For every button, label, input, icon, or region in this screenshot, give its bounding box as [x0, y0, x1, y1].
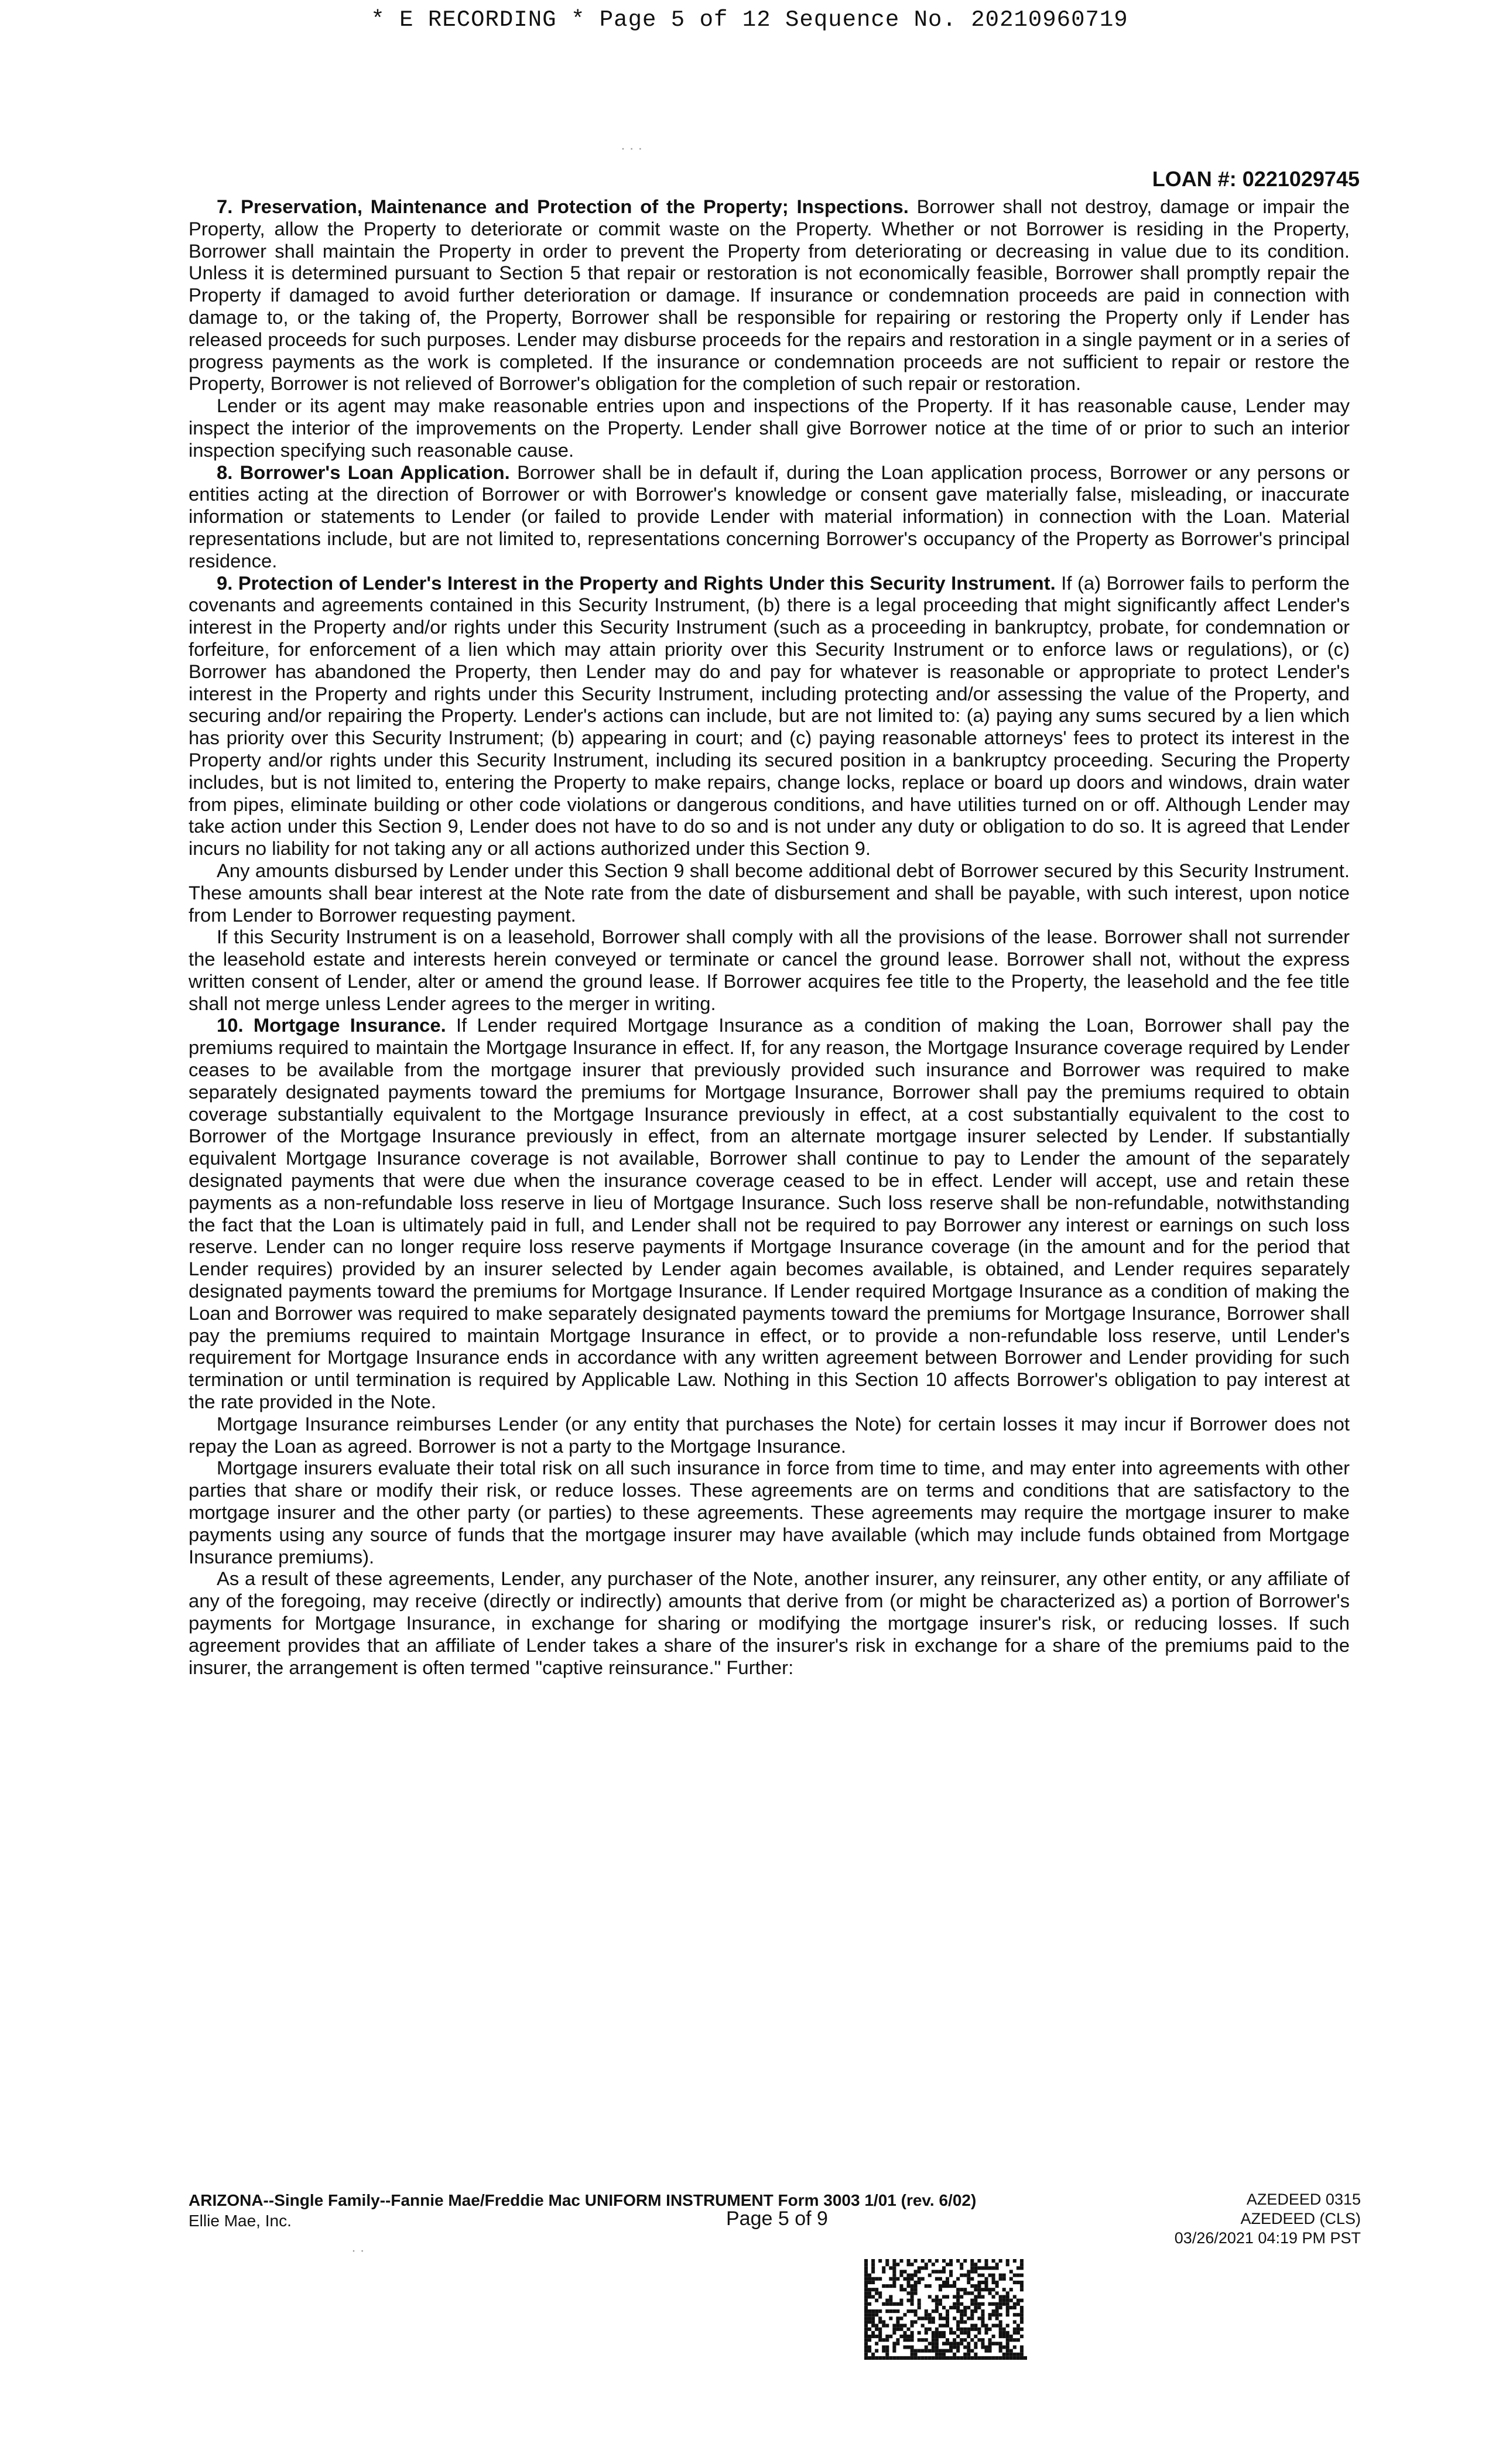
footer-code-1: AZEDEED 0315	[1246, 2191, 1361, 2208]
section-7-paragraph-2: Lender or its agent may make reasonable entries upon and inspections of the Property. If it has reasonable cause, Lender may inspect the interior of the improvements on the Property. Lender shall give Borrower notice at the time of or prior to such an interior inspection specifying such reasonable cause.	[189, 395, 1350, 461]
scan-speck: · ·	[351, 2243, 365, 2258]
footer-company: Ellie Mae, Inc.	[189, 2212, 292, 2230]
section-10-paragraph-3: Mortgage insurers evaluate their total risk on all such insurance in force from time to time, and may enter into agreements with other parties that share or modify their risk, or reduce losses. These agreements are on terms and conditions that are satisfactory to the mortgage insurer and the other party (or parties) to these agreements. These agreements may require the mortgage insurer to make payments using any source of funds that the mortgage insurer may have available (which may include funds obtained from Mortgage Insurance premiums).	[189, 1457, 1350, 1568]
section-9-heading: 9. Protection of Lender's Interest in the Property and Rights Under this Security Instrument.	[217, 571, 1056, 594]
footer-code-2: AZEDEED (CLS)	[1240, 2210, 1361, 2227]
section-7-heading: 7. Preservation, Maintenance and Protection of the Property; Inspections.	[217, 196, 909, 217]
section-9	[189, 572, 1350, 860]
section-8-text: Borrower shall be in default if, during the Loan application process, Borrower or any persons or entities acting at the direction of Borrower or with Borrower's knowledge or consent gave materially false, misleading, or inaccurate information or statements to Lender (or failed to provide Lender with material information) in connection with the Loan. Material representations include, but are not limited to, representations concerning Borrower's occupancy of the Property as Borrower's principal residence.	[189, 461, 1350, 571]
section-10-heading: 10. Mortgage Insurance.	[217, 1014, 446, 1036]
footer-form-line: ARIZONA--Single Family--Fannie Mae/Freddie Mac UNIFORM INSTRUMENT Form 3003 1/01 (rev. 6/02)	[189, 2191, 977, 2209]
section-10-text: If Lender required Mortgage Insurance as a condition of making the Loan, Borrower shall pay the premiums required to maintain the Mortgage Insurance in effect. If, for any reason, the Mortgage Insurance coverage required by Lender ceases to be available from the mortgage insurer that previously provided such insurance and Borrower was required to make separately designated payments toward the premiums for Mortgage Insurance, Borrower shall pay the premiums required to obtain coverage substantially equivalent to the Mortgage Insurance previously in effect, at a cost substantially equivalent to the cost to Borrower of the Mortgage Insurance previously in effect, from an alternate mortgage insurer selected by Lender. If substantially equivalent Mortgage Insurance coverage is not available, Borrower shall continue to pay to Lender the amount of the separately designated payments that were due when the insurance coverage ceased to be in effect. Lender will accept, use and retain these payments as a non-refundable loss reserve in lieu of Mortgage Insurance. Such loss reserve shall be non-refundable, notwithstanding the fact that the Loan is ultimately paid in full, and Lender shall not be required to pay Borrower any interest or earnings on such loss reserve. Lender can no longer require loss reserve payments if Mortgage Insurance coverage (in the amount and for the period that Lender requires) provided by an insurer selected by Lender again becomes available, is obtained, and Lender requires separately designated payments toward the premiums for Mortgage Insurance. If Lender required Mortgage Insurance as a condition of making the Loan and Borrower was required to make separately designated payments toward the premiums for Mortgage Insurance, Borrower shall pay the premiums required to maintain Mortgage Insurance in effect, or to provide a non-refundable loss reserve, until Lender's requirement for Mortgage Insurance ends in accordance with any written agreement between Borrower and Lender providing for such termination or until termination is required by Applicable Law. Nothing in this Section 10 affects Borrower's obligation to pay interest at the rate provided in the Note.	[189, 1014, 1350, 1413]
footer-timestamp: 03/26/2021 04:19 PM PST	[1174, 2229, 1361, 2247]
footer-form-info	[189, 2190, 976, 2231]
section-7-text: Borrower shall not destroy, damage or impair the Property, allow the Property to deteriorate or commit waste on the Property. Whether or not Borrower is residing in the Property, Borrower shall maintain the Property in order to prevent the Property from deteriorating or decreasing in value due to its condition. Unless it is determined pursuant to Section 5 that repair or restoration is not economically feasible, Borrower shall promptly repair the Property if damaged to avoid further deterioration or damage. If insurance or condemnation proceeds are paid in connection with damage to, or the taking of, the Property, Borrower shall be responsible for repairing or restoring the Property only if Lender has released proceeds for such purposes. Lender may disburse proceeds for the repairs and restoration in a single payment or in a series of progress payments as the work is completed. If the insurance or condemnation proceeds are not sufficient to repair or restore the Property, Borrower is not relieved of Borrower's obligation for the completion of such repair or restoration.	[189, 196, 1350, 395]
section-9-text: If (a) Borrower fails to perform the covenants and agreements contained in this Security Instrument, (b) there is a legal proceeding that might significantly affect Lender's interest in the Property and/or rights under this Security Instrument (such as a proceeding in bankruptcy, probate, for condemnation or forfeiture, for enforcement of a lien which may attain priority over this Security Instrument or to enforce laws or regulations), or (c) Borrower has abandoned the Property, then Lender may do and pay for whatever is reasonable or appropriate to protect Lender's interest in the Property and rights under this Security Instrument, including protecting and/or assessing the value of the Property, and securing and/or repairing the Property. Lender's actions can include, but are not limited to: (a) paying any sums secured by a lien which has priority over this Security Instrument; (b) appearing in court; and (c) paying reasonable attorneys' fees to protect its interest in the Property and/or rights under this Security Instrument, including its secured position in a bankruptcy proceeding. Securing the Property includes, but is not limited to, entering the Property to make repairs, change locks, replace or board up doors and windows, drain water from pipes, eliminate building or other code violations or dangerous conditions, and have utilities turned on or off. Although Lender may take action under this Section 9, Lender does not have to do so and is not under any duty or obligation to do so. It is agreed that Lender incurs no liability for not taking any or all actions authorized under this Section 9.	[189, 571, 1350, 860]
section-8-heading: 8. Borrower's Loan Application.	[217, 461, 510, 483]
section-9-paragraph-2: Any amounts disbursed by Lender under this Section 9 shall become additional debt of Borrower secured by this Security Instrument. These amounts shall bear interest at the Note rate from the date of disbursement and shall be payable, with such interest, upon notice from Lender to Borrower requesting payment.	[189, 859, 1350, 926]
recording-header: * E RECORDING * Page 5 of 12 Sequence No. 20210960719	[371, 7, 1128, 33]
section-10-paragraph-2: Mortgage Insurance reimburses Lender (or any entity that purchases the Note) for certain losses it may incur if Borrower does not repay the Loan as agreed. Borrower is not a party to the Mortgage Insurance.	[189, 1412, 1350, 1457]
scan-speck: · · ·	[621, 141, 643, 156]
section-10	[189, 1014, 1350, 1412]
section-9-paragraph-3: If this Security Instrument is on a leasehold, Borrower shall comply with all the provisions of the lease. Borrower shall not surrender the leasehold estate and interests herein conveyed or terminate or cancel the ground lease. Borrower shall not, without the express written consent of Lender, alter or amend the ground lease. If Borrower acquires fee title to the Property, the leasehold and the fee title shall not merge unless Lender agrees to the merger in writing.	[189, 926, 1350, 1014]
section-8	[189, 461, 1350, 572]
section-7	[189, 196, 1350, 395]
barcode-icon	[864, 2259, 1027, 2360]
footer-codes	[1175, 2190, 1361, 2248]
footer-page-number: Page 5 of 9	[726, 2208, 828, 2230]
section-10-paragraph-4: As a result of these agreements, Lender, any purchaser of the Note, another insurer, any reinsurer, any other entity, or any affiliate of any of the foregoing, may receive (directly or indirectly) amounts that derive from (or might be characterized as) a portion of Borrower's payments for Mortgage Insurance, in exchange for sharing or modifying the mortgage insurer's risk, or reducing losses. If such agreement provides that an affiliate of Lender takes a share of the insurer's risk in exchange for a share of the premiums paid to the insurer, the arrangement is often termed "captive reinsurance." Further:	[189, 1568, 1350, 1678]
document-body	[189, 196, 1350, 1678]
loan-number: LOAN #: 0221029745	[1152, 167, 1360, 191]
